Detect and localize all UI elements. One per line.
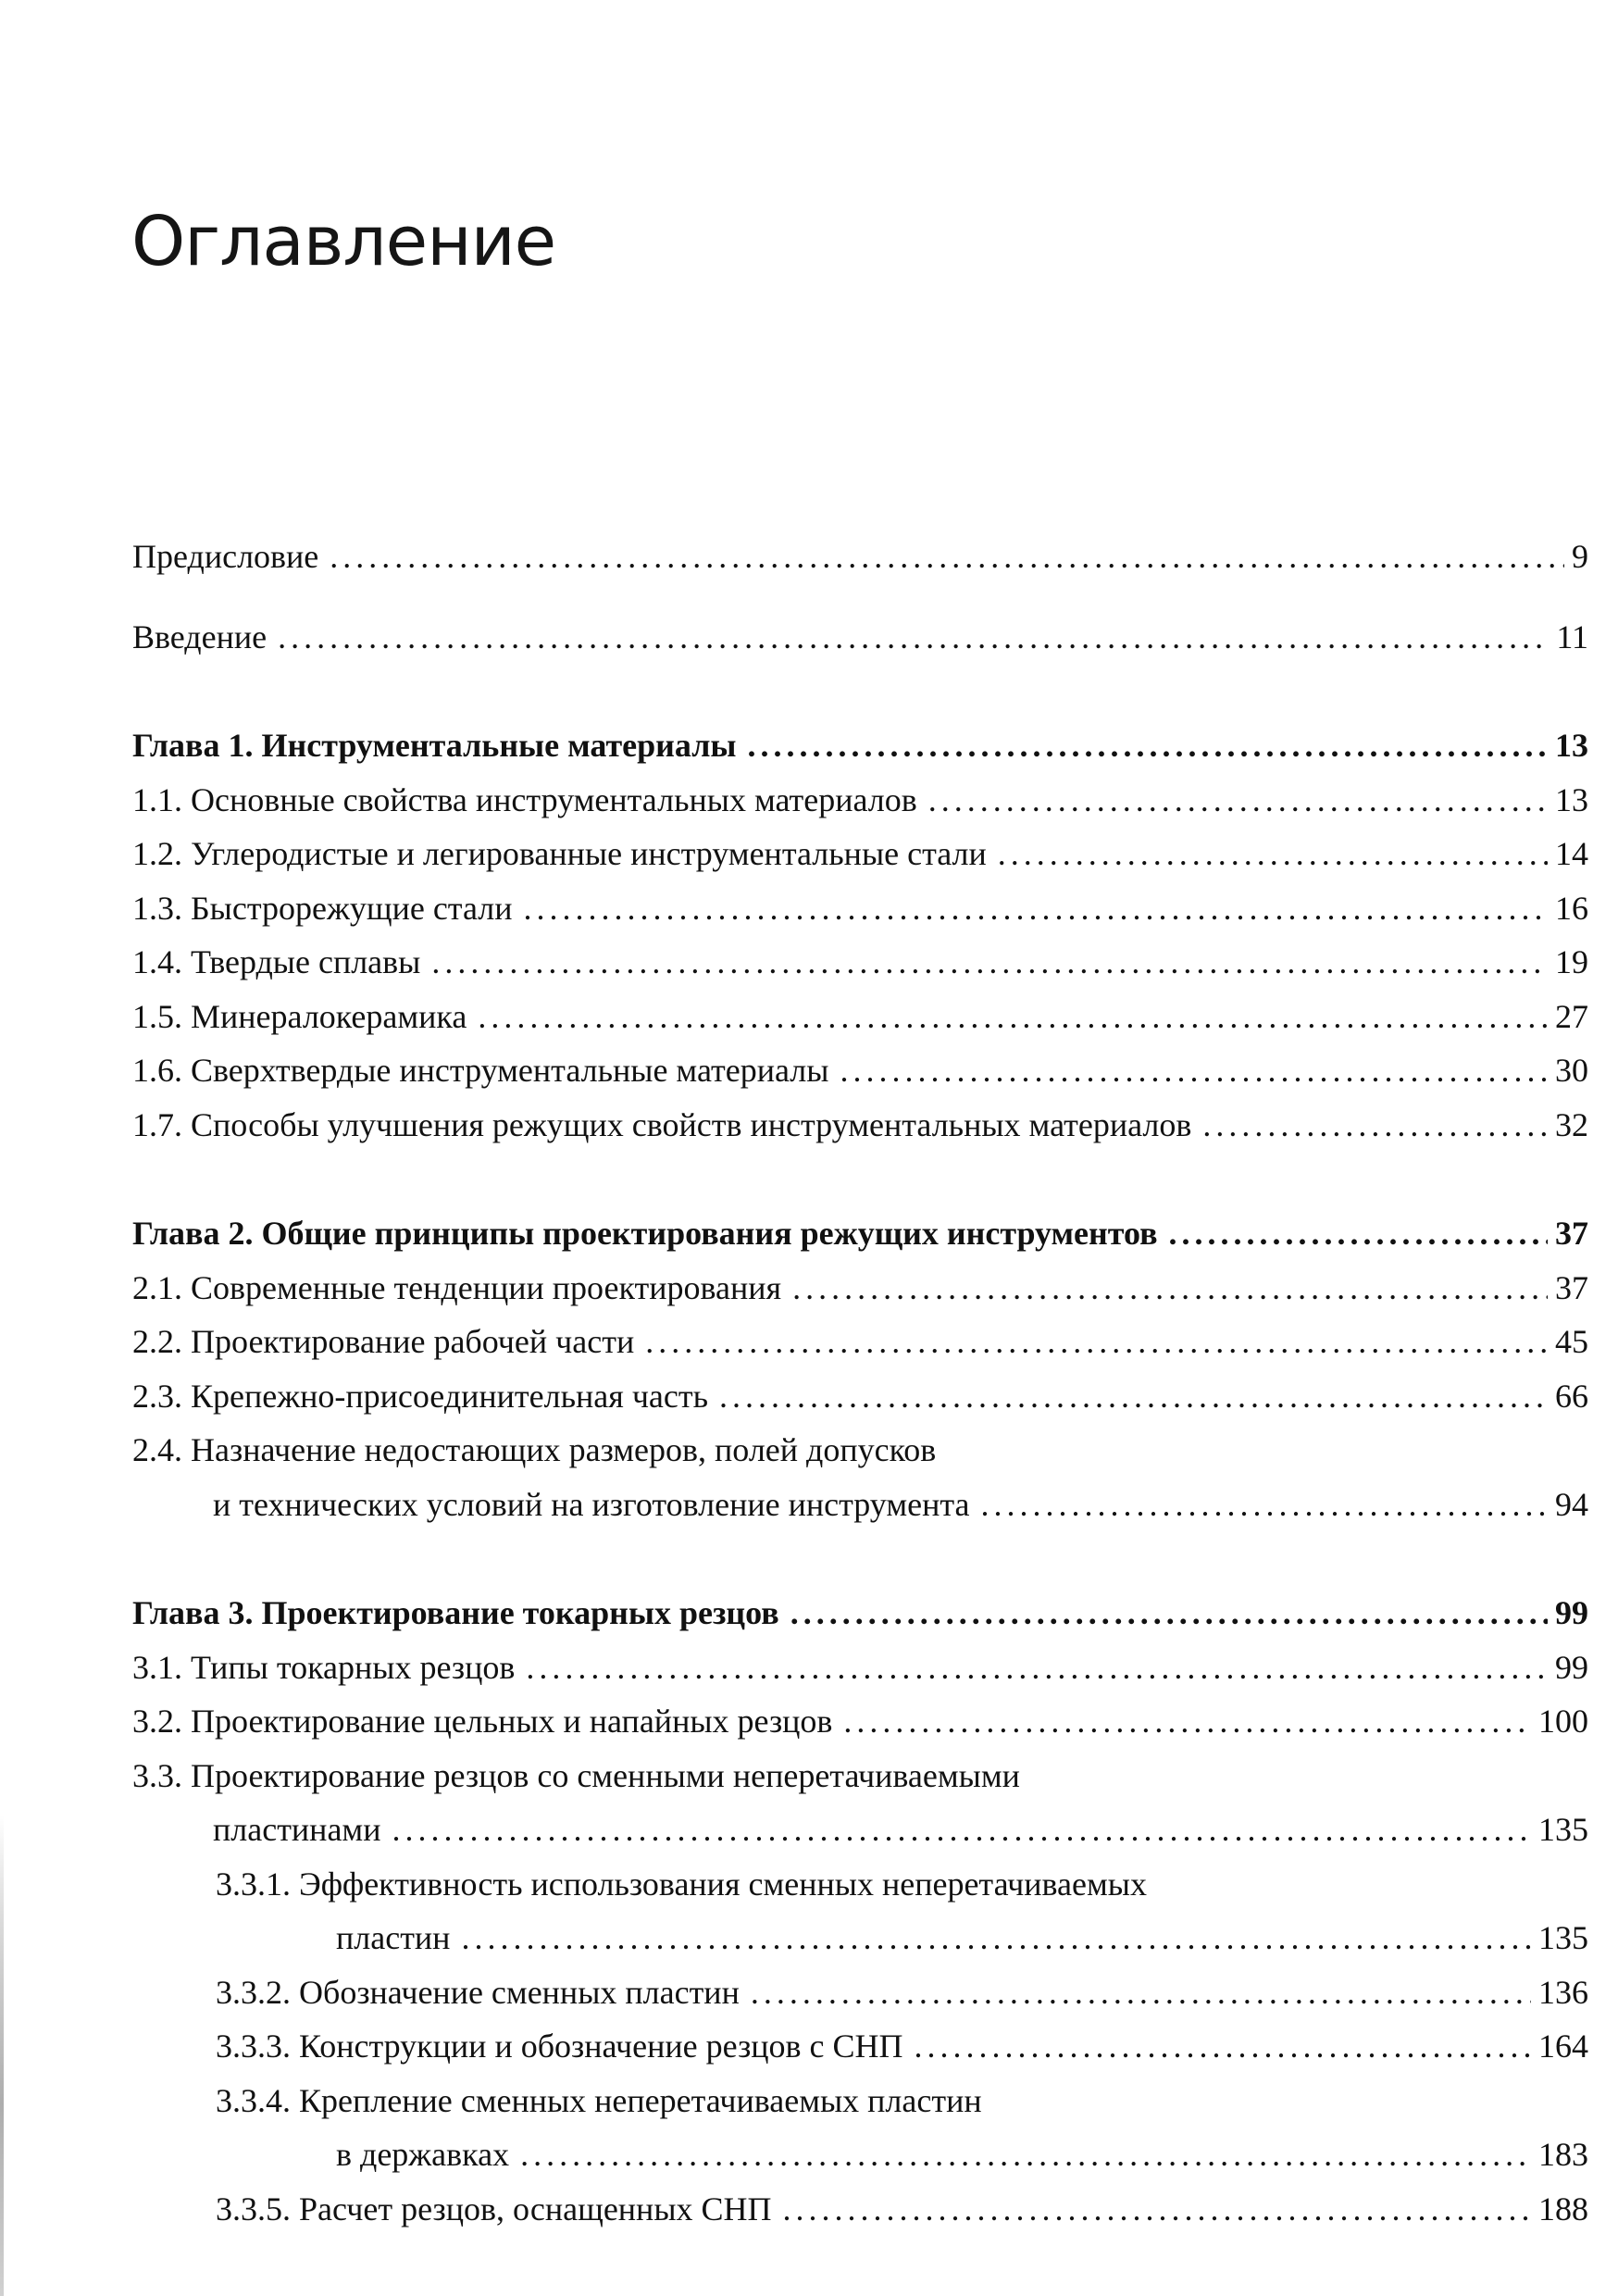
toc-subsection-3-3-4-line-2[interactable] xyxy=(132,2128,1588,2182)
section-number: 3.2. xyxy=(132,1703,182,1740)
toc-page-number: 13 xyxy=(1555,727,1588,764)
toc-section-1-5[interactable] xyxy=(132,990,1588,1044)
toc-section-1-6[interactable] xyxy=(132,1043,1588,1098)
dot-leader xyxy=(330,530,1564,584)
section-title: Твердые сплавы xyxy=(191,943,421,980)
toc-page-number: 99 xyxy=(1555,1648,1588,1686)
toc-section-1-3[interactable] xyxy=(132,881,1588,936)
subsection-title: Эффективность использования сменных неперетачиваемых xyxy=(299,1865,1147,1903)
dot-leader xyxy=(431,935,1548,990)
section-number: 1.2. xyxy=(132,835,182,872)
toc-section-1-4[interactable] xyxy=(132,935,1588,990)
dot-leader xyxy=(526,1641,1548,1695)
toc-section-3-3-line-1[interactable] xyxy=(132,1749,1588,1803)
toc-entry-label: Введение xyxy=(132,618,268,655)
toc-page-number: 19 xyxy=(1555,943,1588,980)
section-title-continuation: пластинами xyxy=(213,1811,381,1848)
section-title: Крепежно-присоединительная часть xyxy=(191,1377,709,1415)
toc-page-number: 183 xyxy=(1538,2136,1588,2173)
section-number: 1.7. xyxy=(132,1105,182,1143)
chapter-title: Глава 3. Проектирование токарных резцов xyxy=(132,1594,779,1631)
toc-page-number: 13 xyxy=(1555,780,1588,818)
section-title: Назначение недостающих размеров, полей допусков xyxy=(191,1431,937,1468)
toc-entry-preface[interactable] xyxy=(132,530,1588,584)
dot-leader xyxy=(524,881,1548,936)
section-number: 2.1. xyxy=(132,1268,182,1306)
toc-page-number: 11 xyxy=(1556,618,1588,655)
toc-section-2-4-line-1[interactable] xyxy=(132,1423,1588,1478)
section-title: Быстрорежущие стали xyxy=(191,889,513,927)
toc-subsection-3-3-5[interactable] xyxy=(132,2182,1588,2237)
toc-section-2-4-line-2[interactable] xyxy=(132,1478,1588,1532)
section-title: Сверхтвердые инструментальные материалы xyxy=(191,1052,829,1089)
toc-section-3-3-line-2[interactable] xyxy=(132,1803,1588,1857)
section-number: 1.3. xyxy=(132,889,182,927)
section-number: 1.5. xyxy=(132,997,182,1035)
subsection-title: Расчет резцов, оснащенных СНП xyxy=(299,2190,772,2227)
subsection-title-continuation: в державках xyxy=(336,2136,510,2173)
toc-subsection-3-3-3[interactable] xyxy=(132,2019,1588,2074)
dot-leader xyxy=(915,2019,1531,2074)
toc-page-number: 14 xyxy=(1555,835,1588,872)
section-title: Современные тенденции проектирования xyxy=(191,1268,782,1306)
section-number: 1.6. xyxy=(132,1052,182,1089)
toc-page-number: 16 xyxy=(1555,889,1588,927)
toc-page-number: 66 xyxy=(1555,1377,1588,1415)
toc-page-number: 37 xyxy=(1555,1215,1588,1252)
dot-leader xyxy=(998,827,1548,881)
section-title-continuation: и технических условий на изготовление инструмента xyxy=(213,1485,970,1523)
toc-section-2-2[interactable] xyxy=(132,1315,1588,1369)
section-number: 2.4. xyxy=(132,1431,182,1468)
dot-leader xyxy=(719,1369,1548,1424)
dot-leader xyxy=(792,1261,1548,1316)
subsection-number: 3.3.5. xyxy=(216,2190,291,2227)
toc-section-3-1[interactable] xyxy=(132,1641,1588,1695)
dot-leader xyxy=(461,1911,1531,1965)
dot-leader xyxy=(520,2128,1531,2182)
toc-chapter-1[interactable] xyxy=(132,718,1588,773)
section-number: 3.3. xyxy=(132,1756,182,1794)
table-of-contents xyxy=(132,530,1588,2236)
toc-page-number: 45 xyxy=(1555,1323,1588,1360)
section-number: 1.4. xyxy=(132,943,182,980)
dot-leader xyxy=(751,1965,1531,2020)
subsection-number: 3.3.3. xyxy=(216,2028,291,2065)
dot-leader xyxy=(840,1043,1548,1098)
page-title: Оглавление xyxy=(131,202,556,281)
toc-section-1-7[interactable] xyxy=(132,1098,1588,1153)
toc-page-number: 188 xyxy=(1538,2190,1588,2227)
dot-leader xyxy=(478,990,1548,1044)
toc-entry-label: Предисловие xyxy=(132,538,319,575)
section-title: Типы токарных резцов xyxy=(191,1648,516,1686)
toc-page-number: 94 xyxy=(1555,1485,1588,1523)
dot-leader xyxy=(981,1478,1549,1532)
subsection-title: Обозначение сменных пластин xyxy=(299,1973,740,2011)
toc-page-number: 135 xyxy=(1538,1811,1588,1848)
dot-leader xyxy=(392,1803,1531,1857)
subsection-number: 3.3.4. xyxy=(216,2081,291,2119)
section-title: Минералокерамика xyxy=(191,997,467,1035)
toc-section-1-1[interactable] xyxy=(132,773,1588,828)
toc-page-number: 27 xyxy=(1555,997,1588,1035)
section-number: 2.3. xyxy=(132,1377,182,1415)
toc-page-number: 135 xyxy=(1538,1919,1588,1956)
chapter-title: Глава 1. Инструментальные материалы xyxy=(132,727,737,764)
scan-edge-shadow xyxy=(0,1815,4,2296)
toc-page-number: 9 xyxy=(1572,538,1588,575)
subsection-title: Конструкции и обозначение резцов с СНП xyxy=(299,2028,903,2065)
toc-section-2-1[interactable] xyxy=(132,1261,1588,1316)
dot-leader xyxy=(843,1694,1531,1749)
subsection-number: 3.3.1. xyxy=(216,1865,291,1903)
section-title: Проектирование цельных и напайных резцов xyxy=(191,1703,833,1740)
toc-page-number: 100 xyxy=(1538,1703,1588,1740)
dot-leader xyxy=(783,2182,1531,2237)
toc-subsection-3-3-2[interactable] xyxy=(132,1965,1588,2020)
dot-leader xyxy=(1202,1098,1548,1153)
toc-page-number: 164 xyxy=(1538,2028,1588,2065)
section-number: 1.1. xyxy=(132,780,182,818)
toc-section-3-2[interactable] xyxy=(132,1694,1588,1749)
toc-subsection-3-3-1-line-1[interactable] xyxy=(132,1857,1588,1912)
toc-page-number: 99 xyxy=(1555,1594,1588,1631)
toc-chapter-2[interactable] xyxy=(132,1206,1588,1261)
section-title: Проектирование резцов со сменными неперетачиваемыми xyxy=(191,1756,1020,1794)
dot-leader xyxy=(278,610,1549,665)
toc-page-number: 30 xyxy=(1555,1052,1588,1089)
section-title: Углеродистые и легированные инструментальные стали xyxy=(191,835,987,872)
subsection-title-continuation: пластин xyxy=(336,1919,451,1956)
toc-subsection-3-3-4-line-1[interactable] xyxy=(132,2074,1588,2128)
section-number: 3.1. xyxy=(132,1648,182,1686)
section-title: Способы улучшения режущих свойств инструментальных материалов xyxy=(191,1105,1192,1143)
dot-leader xyxy=(1169,1206,1548,1261)
toc-section-1-2[interactable] xyxy=(132,827,1588,881)
subsection-title: Крепление сменных неперетачиваемых пластин xyxy=(299,2081,982,2119)
dot-leader xyxy=(748,718,1548,773)
subsection-number: 3.3.2. xyxy=(216,1973,291,2011)
toc-page-number: 136 xyxy=(1538,1973,1588,2011)
chapter-title: Глава 2. Общие принципы проектирования режущих инструментов xyxy=(132,1215,1158,1252)
toc-subsection-3-3-1-line-2[interactable] xyxy=(132,1911,1588,1965)
toc-section-2-3[interactable] xyxy=(132,1369,1588,1424)
section-title: Основные свойства инструментальных материалов xyxy=(191,780,917,818)
toc-page-number: 32 xyxy=(1555,1105,1588,1143)
toc-chapter-3[interactable] xyxy=(132,1586,1588,1641)
section-number: 2.2. xyxy=(132,1323,182,1360)
section-title: Проектирование рабочей части xyxy=(191,1323,635,1360)
toc-page-number: 37 xyxy=(1555,1268,1588,1306)
dot-leader xyxy=(645,1315,1548,1369)
dot-leader xyxy=(790,1586,1548,1641)
toc-entry-introduction[interactable] xyxy=(132,610,1588,665)
dot-leader xyxy=(928,773,1548,828)
